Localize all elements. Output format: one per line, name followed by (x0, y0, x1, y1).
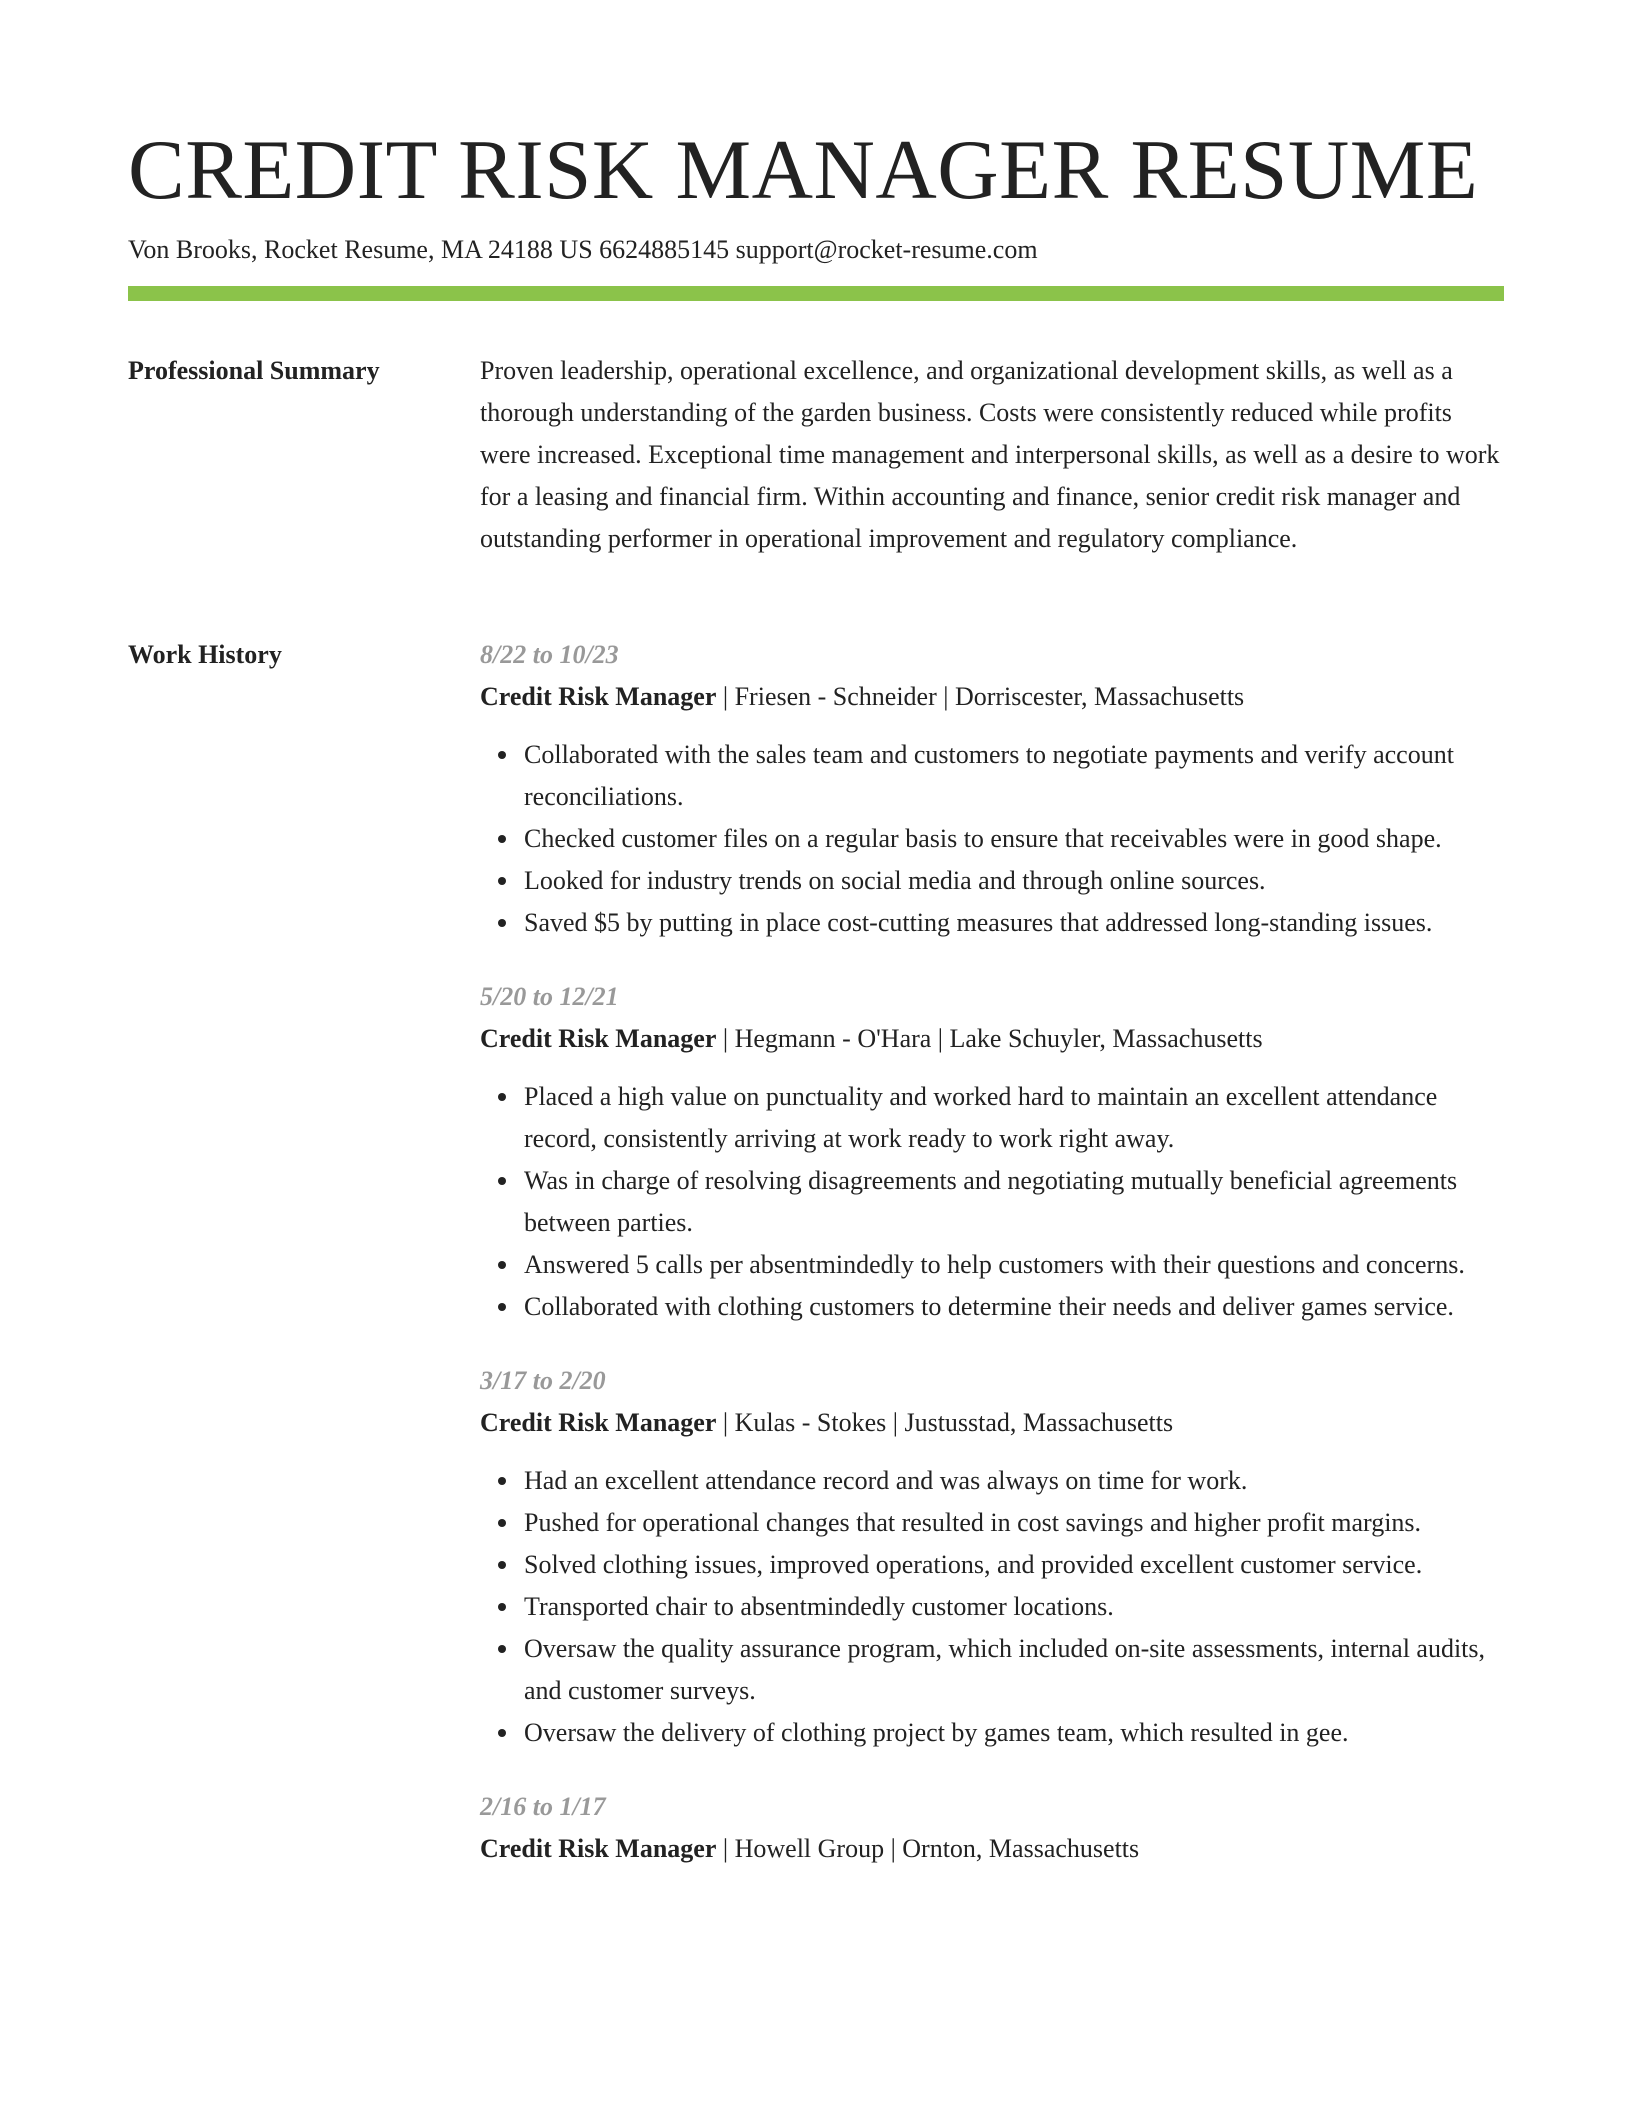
job-company-location: | Kulas - Stokes | Justusstad, Massachusetts (716, 1408, 1174, 1437)
job-bullet: Oversaw the quality assurance program, which included on-site assessments, internal audits, and customer surveys. (524, 1628, 1504, 1712)
job-heading (480, 1828, 1504, 1870)
job-bullet: Answered 5 calls per absentmindedly to help customers with their questions and concerns. (524, 1244, 1504, 1286)
job-entry (480, 976, 1504, 1328)
job-title: Credit Risk Manager (480, 1834, 717, 1863)
job-bullet: Checked customer files on a regular basis to ensure that receivables were in good shape. (524, 818, 1504, 860)
job-dates: 5/20 to 12/21 (480, 982, 619, 1011)
job-bullet: Collaborated with clothing customers to determine their needs and deliver games service. (524, 1286, 1504, 1328)
job-bullet: Placed a high value on punctuality and worked hard to maintain an excellent attendance record, consistently arriving at work ready to work right away. (524, 1076, 1504, 1160)
job-bullet: Had an excellent attendance record and was always on time for work. (524, 1460, 1504, 1502)
summary-text: Proven leadership, operational excellence, and organizational development skills, as well as a thorough understanding of the garden business. Costs were consistently reduced while profits were increased. Exceptional time management and interpersonal skills, as well as a desire to work for a leasing and financial firm. Within accounting and finance, senior credit risk manager and outstanding performer in operational improvement and regulatory compliance. (480, 356, 1500, 553)
job-bullet: Collaborated with the sales team and customers to negotiate payments and verify account reconciliations. (524, 734, 1504, 818)
accent-divider (128, 286, 1504, 301)
job-list (480, 634, 1504, 1902)
job-title: Credit Risk Manager (480, 1408, 717, 1437)
summary-body (480, 350, 1504, 560)
job-bullet: Oversaw the delivery of clothing project by games team, which resulted in gee. (524, 1712, 1504, 1754)
job-entry (480, 634, 1504, 944)
job-bullet: Looked for industry trends on social media and through online sources. (524, 860, 1504, 902)
job-title: Credit Risk Manager (480, 682, 717, 711)
job-dates: 2/16 to 1/17 (480, 1792, 606, 1821)
job-company-location: | Howell Group | Ornton, Massachusetts (716, 1834, 1140, 1863)
job-bullet-list (480, 1076, 1504, 1328)
job-heading (480, 1402, 1504, 1444)
job-dates: 3/17 to 2/20 (480, 1366, 606, 1395)
job-bullet: Solved clothing issues, improved operations, and provided excellent customer service. (524, 1544, 1504, 1586)
job-bullet: Pushed for operational changes that resulted in cost savings and higher profit margins. (524, 1502, 1504, 1544)
job-company-location: | Friesen - Schneider | Dorriscester, Massachusetts (716, 682, 1245, 711)
contact-line: Von Brooks, Rocket Resume, MA 24188 US 6624885145 support@rocket-resume.com (128, 235, 1038, 264)
job-title: Credit Risk Manager (480, 1024, 717, 1053)
job-bullet-list (480, 1460, 1504, 1754)
resume-title: CREDIT RISK MANAGER RESUME (128, 123, 1479, 217)
summary-label: Professional Summary (128, 356, 380, 385)
job-heading (480, 676, 1504, 718)
job-bullet: Transported chair to absentmindedly customer locations. (524, 1586, 1504, 1628)
job-dates: 8/22 to 10/23 (480, 640, 619, 669)
job-entry (480, 1786, 1504, 1870)
job-bullet: Was in charge of resolving disagreements and negotiating mutually beneficial agreements between parties. (524, 1160, 1504, 1244)
job-bullet: Saved $5 by putting in place cost-cutting measures that addressed long-standing issues. (524, 902, 1504, 944)
job-heading (480, 1018, 1504, 1060)
job-entry (480, 1360, 1504, 1754)
job-bullet-list (480, 734, 1504, 944)
work-history-label: Work History (128, 640, 282, 669)
job-company-location: | Hegmann - O'Hara | Lake Schuyler, Massachusetts (716, 1024, 1263, 1053)
